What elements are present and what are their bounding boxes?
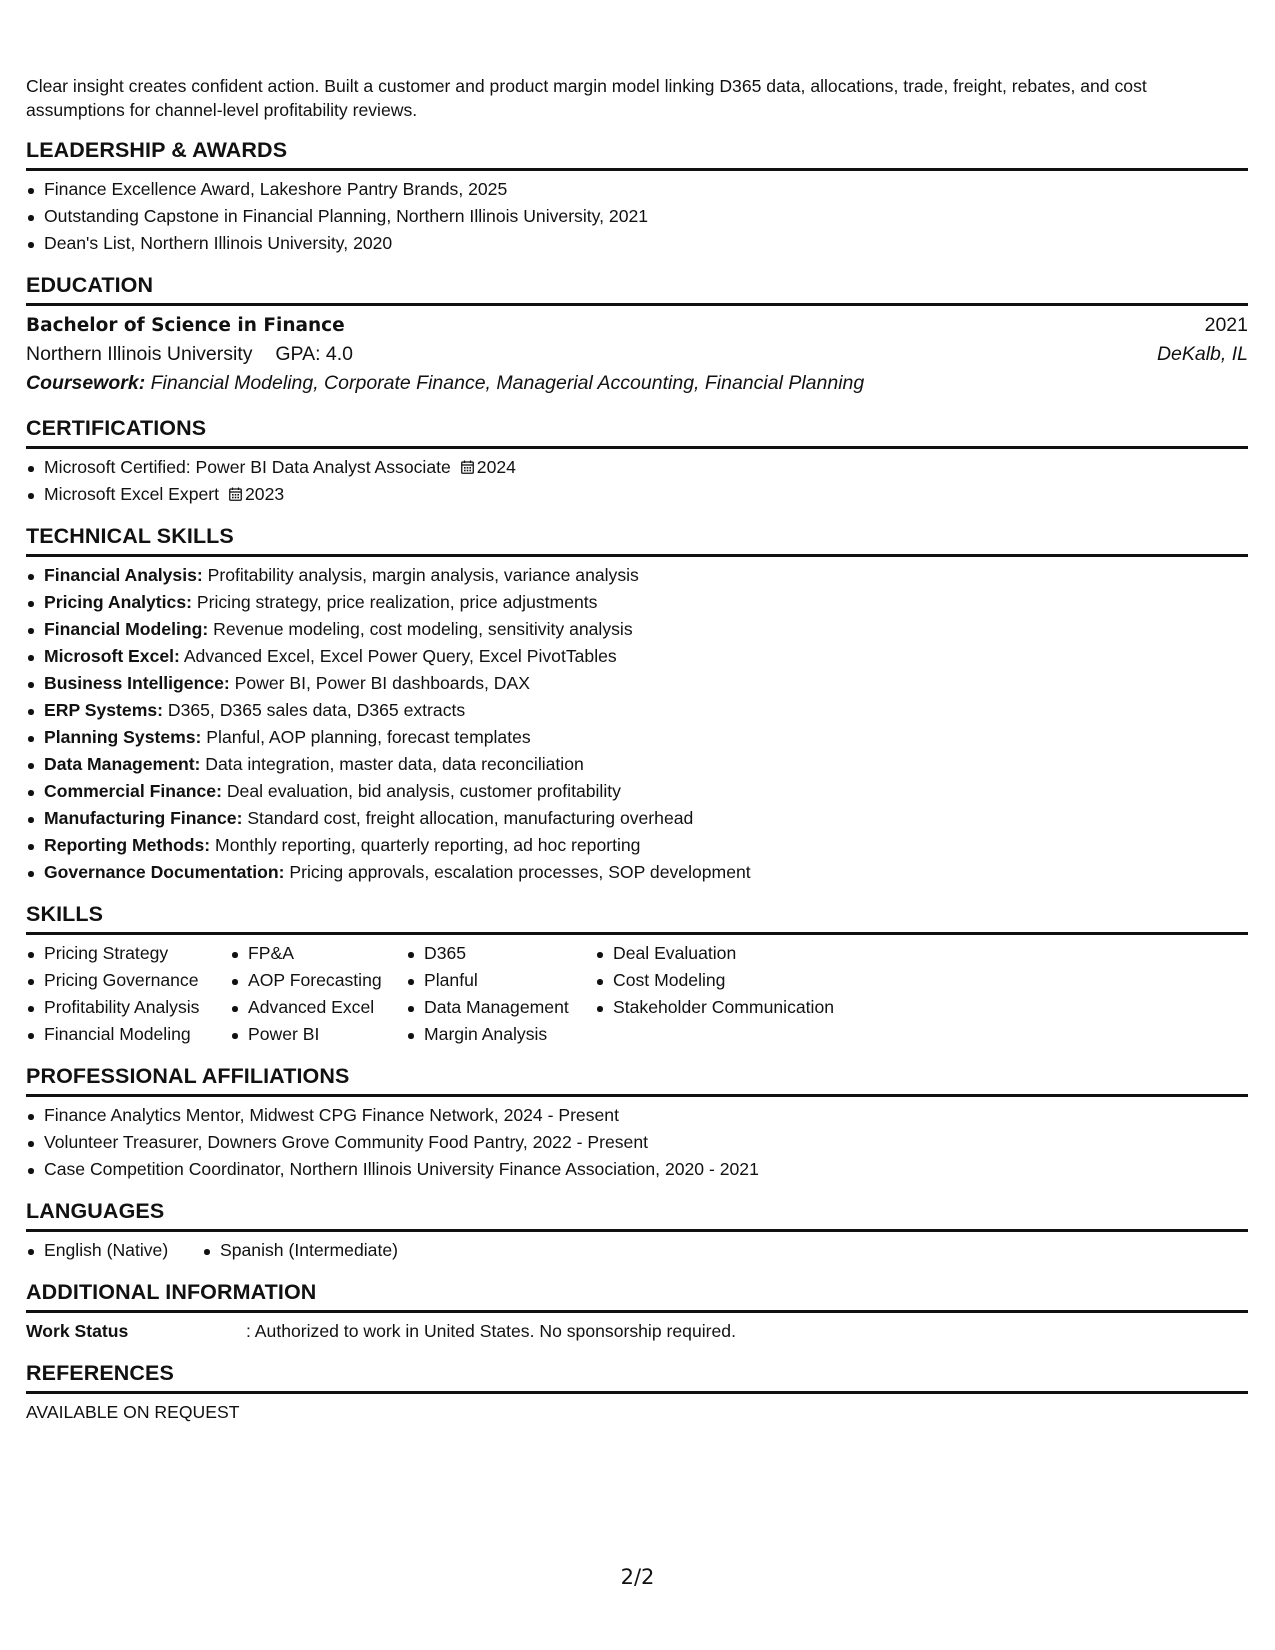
list-item [26, 481, 1248, 508]
skill-item: Financial Modeling [26, 1021, 230, 1048]
list-item: Finance Analytics Mentor, Midwest CPG Finance Network, 2024 - Present [26, 1102, 1248, 1129]
section-title-additional-info: ADDITIONAL INFORMATION [26, 1278, 1248, 1313]
technical-skill-item [26, 643, 1248, 670]
technical-skill-details: D365, D365 sales data, D365 extracts [162, 700, 466, 720]
skills-column [595, 940, 895, 1048]
skill-item: Planful [406, 967, 595, 994]
calendar-icon [229, 487, 242, 501]
skill-item: FP&A [230, 940, 406, 967]
technical-skill-details: Profitability analysis, margin analysis, variance analysis [202, 565, 639, 585]
certification-name: Microsoft Certified: Power BI Data Analyst Associate [44, 457, 451, 477]
work-status-row [26, 1318, 1248, 1345]
section-title-references: REFERENCES [26, 1359, 1248, 1394]
section-title-languages: LANGUAGES [26, 1197, 1248, 1232]
technical-skill-item [26, 697, 1248, 724]
references-section [26, 1359, 1248, 1426]
affiliations-list [26, 1102, 1248, 1183]
page-number: 2/2 [620, 1565, 655, 1589]
skill-item: Power BI [230, 1021, 406, 1048]
skills-column [230, 940, 406, 1048]
list-item: Outstanding Capstone in Financial Planning, Northern Illinois University, 2021 [26, 203, 1248, 230]
work-status-label: Work Status [26, 1321, 129, 1341]
graduation-year: 2021 [1204, 314, 1248, 336]
technical-skill-details: Monthly reporting, quarterly reporting, ad hoc reporting [210, 835, 641, 855]
skill-item: Cost Modeling [595, 967, 895, 994]
technical-skill-details: Pricing approvals, escalation processes, SOP development [284, 862, 751, 882]
technical-skill-details: Planful, AOP planning, forecast templates [201, 727, 531, 747]
skill-item: Margin Analysis [406, 1021, 595, 1048]
technical-skill-item [26, 724, 1248, 751]
section-title-skills: SKILLS [26, 900, 1248, 935]
section-title-education: EDUCATION [26, 271, 1248, 306]
technical-skill-category: Manufacturing Finance: [44, 808, 243, 828]
list-item: Case Competition Coordinator, Northern Illinois University Finance Association, 2020 - 2021 [26, 1156, 1248, 1183]
technical-skill-category: Commercial Finance: [44, 781, 222, 801]
technical-skill-details: Data integration, master data, data reconciliation [200, 754, 584, 774]
list-item: Volunteer Treasurer, Downers Grove Community Food Pantry, 2022 - Present [26, 1129, 1248, 1156]
affiliations-section [26, 1062, 1248, 1183]
skill-item: Pricing Governance [26, 967, 230, 994]
coursework-row [26, 369, 1248, 398]
calendar-icon [461, 460, 474, 474]
skill-item: Data Management [406, 994, 595, 1021]
technical-skill-category: ERP Systems: [44, 700, 163, 720]
technical-skill-category: Pricing Analytics: [44, 592, 192, 612]
education-section [26, 271, 1248, 398]
languages-list [26, 1237, 202, 1264]
technical-skill-category: Financial Analysis: [44, 565, 203, 585]
technical-skill-item [26, 589, 1248, 616]
section-title-leadership: LEADERSHIP & AWARDS [26, 136, 1248, 171]
certification-name: Microsoft Excel Expert [44, 484, 220, 504]
technical-skill-category: Microsoft Excel: [44, 646, 180, 666]
technical-skill-details: Standard cost, freight allocation, manufacturing overhead [242, 808, 694, 828]
technical-skill-details: Pricing strategy, price realization, price adjustments [191, 592, 598, 612]
skills-column [26, 940, 230, 1048]
skills-column [406, 940, 595, 1048]
list-item: Dean's List, Northern Illinois University, 2020 [26, 230, 1248, 257]
coursework-label: Coursework: [26, 372, 146, 394]
coursework-list: Financial Modeling, Corporate Finance, Managerial Accounting, Financial Planning [150, 372, 865, 394]
references-text: AVAILABLE ON REQUEST [26, 1402, 240, 1422]
certification-year: 2023 [245, 484, 285, 504]
skills-section [26, 900, 1248, 1048]
technical-skills-list [26, 562, 1248, 886]
technical-skill-details: Power BI, Power BI dashboards, DAX [229, 673, 530, 693]
skill-item: Pricing Strategy [26, 940, 230, 967]
technical-skill-item [26, 859, 1248, 886]
section-title-technical-skills: TECHNICAL SKILLS [26, 522, 1248, 557]
technical-skill-item [26, 832, 1248, 859]
languages-section [26, 1197, 1248, 1264]
technical-skill-category: Planning Systems: [44, 727, 202, 747]
skill-item: D365 [406, 940, 595, 967]
technical-skill-details: Advanced Excel, Excel Power Query, Excel PivotTables [179, 646, 617, 666]
certifications-list [26, 454, 1248, 508]
technical-skill-details: Revenue modeling, cost modeling, sensitivity analysis [208, 619, 633, 639]
summary-paragraph: Clear insight creates confident action. Built a customer and product margin model linking D365 data, allocations, trade, freight, rebates, and cost assumptions for channel-level profitability reviews. [26, 76, 1147, 120]
education-degree-row [26, 311, 1248, 340]
technical-skill-category: Data Management: [44, 754, 201, 774]
certification-year: 2024 [476, 457, 516, 477]
technical-skill-item [26, 616, 1248, 643]
skill-item: Profitability Analysis [26, 994, 230, 1021]
skills-grid [26, 940, 1248, 1048]
list-item [26, 454, 1248, 481]
section-title-certifications: CERTIFICATIONS [26, 414, 1248, 449]
skill-item: Stakeholder Communication [595, 994, 895, 1021]
education-school-row [26, 340, 1248, 369]
skill-item: AOP Forecasting [230, 967, 406, 994]
section-title-affiliations: PROFESSIONAL AFFILIATIONS [26, 1062, 1248, 1097]
leadership-list [26, 176, 1248, 257]
technical-skills-section [26, 522, 1248, 886]
technical-skill-category: Governance Documentation: [44, 862, 285, 882]
technical-skill-category: Business Intelligence: [44, 673, 230, 693]
technical-skill-item [26, 751, 1248, 778]
technical-skill-category: Financial Modeling: [44, 619, 209, 639]
skill-item: Deal Evaluation [595, 940, 895, 967]
gpa: GPA: 4.0 [275, 343, 354, 365]
degree-name: Bachelor of Science in Finance [26, 315, 345, 336]
technical-skill-item [26, 778, 1248, 805]
technical-skill-item [26, 670, 1248, 697]
technical-skill-category: Reporting Methods: [44, 835, 211, 855]
list-item: Finance Excellence Award, Lakeshore Pantry Brands, 2025 [26, 176, 1248, 203]
skill-item: Advanced Excel [230, 994, 406, 1021]
technical-skill-item [26, 562, 1248, 589]
school-location: DeKalb, IL [1156, 343, 1248, 365]
technical-skill-item [26, 805, 1248, 832]
list-item: English (Native) [26, 1237, 202, 1264]
leadership-section [26, 136, 1248, 257]
additional-info-section [26, 1278, 1248, 1345]
resume-page [26, 74, 1248, 1426]
technical-skill-details: Deal evaluation, bid analysis, customer profitability [221, 781, 621, 801]
work-status-value: : Authorized to work in United States. No sponsorship required. [246, 1321, 736, 1341]
school-name: Northern Illinois University [26, 343, 253, 365]
languages-list [202, 1237, 398, 1264]
list-item: Spanish (Intermediate) [202, 1237, 398, 1264]
certifications-section [26, 414, 1248, 508]
